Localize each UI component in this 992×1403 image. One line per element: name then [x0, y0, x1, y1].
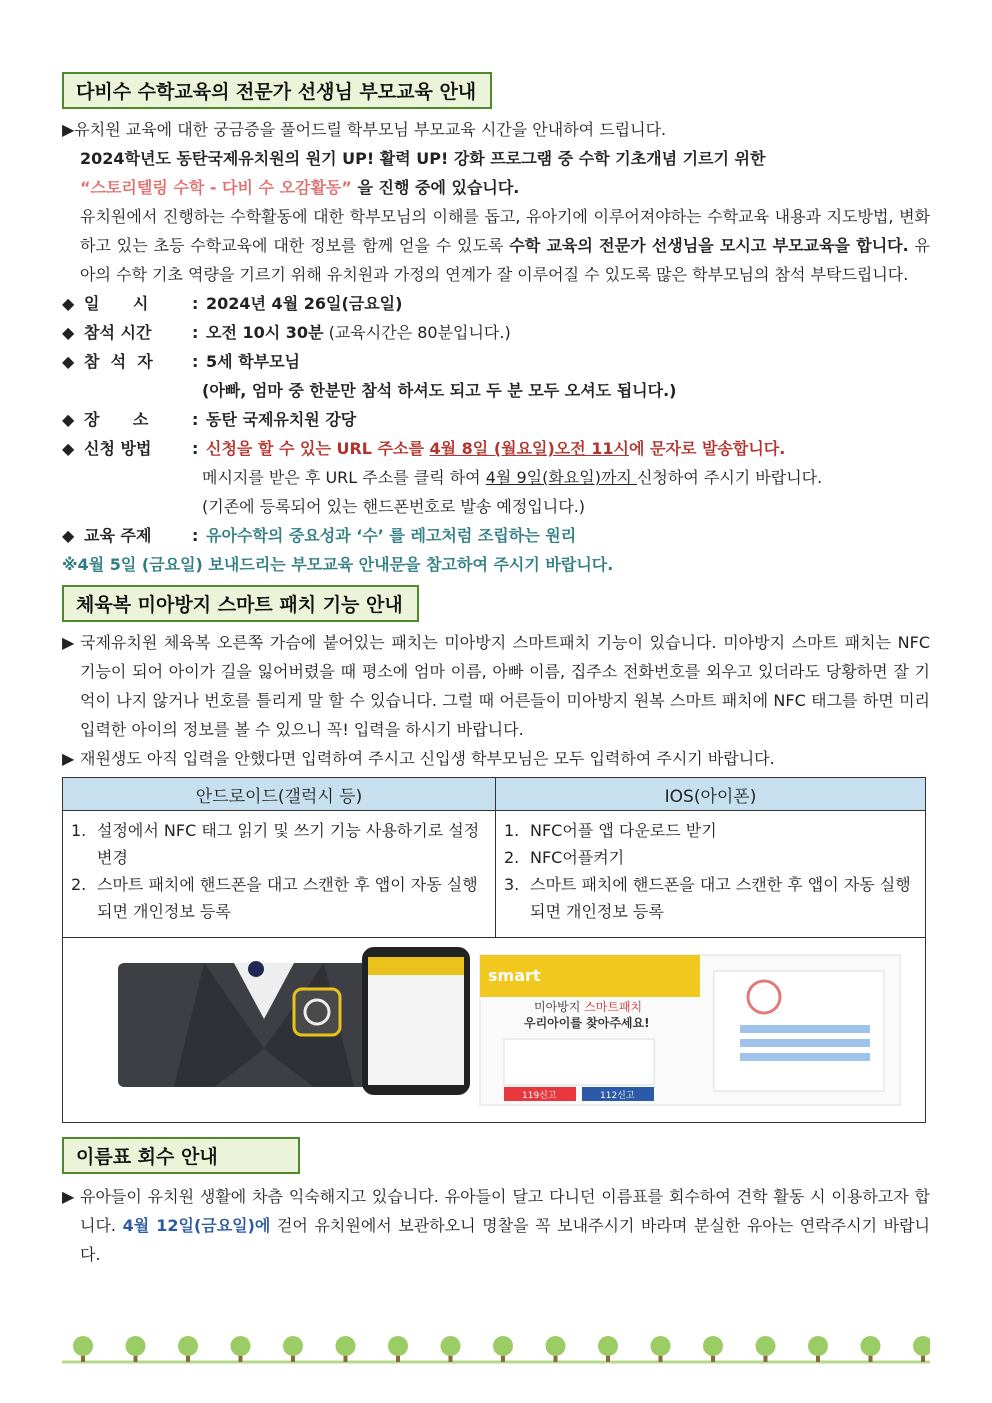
apply-note1-b: 4월 9일(화요일)까지 [485, 468, 637, 487]
diamond-icon: ◆ [62, 526, 75, 545]
tree-icon [493, 1336, 513, 1356]
diamond-icon: ◆ [62, 352, 75, 371]
diamond-icon: ◆ [62, 439, 75, 458]
section-title-parent-education: 다비수 수학교육의 전문가 선생님 부모교육 안내 [62, 72, 492, 109]
program-line [62, 144, 930, 202]
call-112-label: 112신고 [600, 1091, 635, 1101]
apply-note1-a: 메시지를 받은 후 URL 주소를 클릭 하여 [202, 468, 486, 487]
program-body [62, 202, 930, 289]
name-tag-para [62, 1182, 930, 1269]
smart-patch-illustration [63, 938, 926, 1123]
side-bar [740, 1039, 870, 1047]
phone-screen [368, 957, 464, 1085]
program-tail: 을 진행 중에 있습니다. [351, 178, 520, 197]
row-label: 신청 방법 [84, 439, 152, 458]
row-value: 5세 학부모님 [206, 352, 300, 371]
para1-text: 국제유치원 체육복 오른쪽 가슴에 붙어있는 패치는 미아방지 스마트패치 기능이 있습니다. 미아방지 스마트 패치는 NFC 기능이 되어 아이가 길을 잃어버렸을 때 평소에 엄마 이름, 아빠 이름, 집주소 전화번호를 외우고 있더라도 당황하면 잘 기억이 나지 않거나 번호를 틀리게 말 할 수 있습니다. 그럴 때 어른들이 미아방지 원복 스마트 패치에 NFC 태그를 하면 미리 입력한 아이의 정보를 볼 수 있으니 꼭! 입력을 하시기 바랍니다. [80, 633, 930, 739]
apply-note1-c: 신청하여 주시기 바랍니다. [636, 468, 823, 487]
step-text: NFC어플켜기 [530, 848, 625, 867]
smart-logo: smart [488, 966, 541, 985]
tree-icon [178, 1336, 198, 1356]
card-title-a: 미아방지 [534, 1000, 585, 1014]
step-number: 2. [71, 875, 87, 894]
time-value: 오전 10시 30분 [206, 323, 324, 342]
step-number: 1. [71, 821, 87, 840]
attendee-note: (아빠, 엄마 중 한분만 참석 하셔도 되고 두 분 모두 오셔도 됩니다.) [202, 381, 677, 400]
step-number: 3. [504, 875, 520, 894]
step-text: NFC어플 앱 다운로드 받기 [530, 821, 717, 840]
section-title-smart-patch: 체육복 미아방지 스마트 패치 기능 안내 [62, 585, 419, 622]
arrow-icon: ▶ [62, 633, 75, 652]
row-value: 2024년 4월 26일(금요일) [206, 294, 403, 313]
tree-icon [231, 1336, 251, 1356]
phone-app-header [368, 957, 464, 975]
row-attendee [62, 347, 930, 376]
card-subtitle: 우리아이를 찾아주세요! [524, 1016, 650, 1030]
tree-icon [441, 1336, 461, 1356]
para-a: 유아들이 유치원 생활에 차츰 익숙해지고 있습니다. 유아들이 달고 다니던 이름표를 회수하여 견학 활동 시 이용하고자 합니다. [80, 1187, 930, 1235]
apply-c: 에 문자로 발송합니다. [629, 439, 786, 458]
apply-b: 4월 8일 (월요일)오전 11시 [429, 439, 630, 458]
nfc-table [62, 777, 926, 1123]
arrow-icon: ▶ [62, 1187, 75, 1206]
section-name-tag [62, 1137, 930, 1269]
tree-icon [756, 1336, 776, 1356]
step-number: 1. [504, 821, 520, 840]
tree-icon [861, 1336, 881, 1356]
illustration-svg [64, 939, 924, 1117]
row-label: 참 석 자 [84, 352, 153, 371]
row-value [206, 434, 930, 463]
program-line-text: 2024학년도 동탄국제유치원의 원기 UP! 활력 UP! 강화 프로그램 중 수학 기초개념 기르기 위한 [80, 149, 766, 168]
ios-steps [496, 811, 926, 938]
body-c: 유아의 수학 기초 역량을 기르기 위해 유치원과 가정의 연계가 잘 이루어질 수 있도록 많은 학부모님의 참석 부탁드립니다. [80, 236, 930, 284]
row-topic [62, 521, 930, 550]
para-b: 4월 12일(금요일)에 [122, 1216, 271, 1235]
row-place [62, 405, 930, 434]
call-119-label: 119신고 [522, 1091, 557, 1101]
tree-icon [703, 1336, 723, 1356]
colon: : [192, 294, 199, 313]
side-bar [740, 1053, 870, 1061]
step-text: 설정에서 NFC 태그 읽기 및 쓰기 기능 사용하기로 설정 변경 [97, 821, 480, 867]
apply-a: 신청을 할 수 있는 URL 주소를 [206, 439, 430, 458]
apply-note1 [62, 463, 930, 492]
row-label: 장 소 [84, 410, 149, 429]
tree-icon [808, 1336, 828, 1356]
diamond-icon: ◆ [62, 410, 75, 429]
row-value: 동탄 국제유치원 강당 [206, 410, 357, 429]
apply-note2: (기존에 등록되어 있는 핸드폰번호로 발송 예정입니다.) [202, 497, 586, 516]
row-time [62, 318, 930, 347]
info-box [504, 1039, 654, 1085]
tree-icon [546, 1336, 566, 1356]
header-ios: IOS(아이폰) [496, 778, 926, 811]
row-label: 참석 시간 [84, 323, 152, 342]
tree-icon [336, 1336, 356, 1356]
tree-icon [651, 1336, 671, 1356]
section-title-name-tag: 이름표 회수 안내 [62, 1137, 300, 1174]
section-smart-patch [62, 585, 930, 1123]
card-title-b: 스마트패치 [584, 1000, 643, 1014]
step-item [502, 871, 919, 925]
smart-patch-icon [294, 989, 340, 1035]
tree-icon [388, 1336, 408, 1356]
diamond-icon: ◆ [62, 294, 75, 313]
row-label: 일 시 [84, 294, 149, 313]
body-a: 유치원에서 진행하는 수학활동에 대한 학부모님의 이해를 돕고, 유아기에 이루어져야하는 수학교육 내용과 지도방법, 변화하고 있는 초등 수학교육에 대한 정보를 함께 얻을 수 있도록 [80, 207, 930, 255]
colon: : [192, 410, 199, 429]
colon: : [192, 439, 199, 458]
card-title [534, 999, 642, 1014]
step-text: 스마트 패치에 핸드폰을 대고 스캔한 후 앱이 자동 실행되면 개인정보 등록 [530, 875, 911, 921]
intro-text: ▶유치원 교육에 대한 궁금증을 풀어드릴 학부모님 부모교육 시간을 안내하여 드립니다. [62, 120, 667, 139]
para-c: 걷어 유치원에서 보관하오니 명찰을 꼭 보내주시기 바라며 분실한 유아는 연락주시기 바랍니다. [80, 1216, 930, 1264]
document-page [62, 72, 930, 1269]
tree-icon [913, 1336, 930, 1356]
tree-border [62, 1332, 930, 1372]
section-parent-education [62, 72, 930, 579]
arrow-icon: ▶ [62, 749, 75, 768]
colon: : [192, 352, 199, 371]
time-note: (교육시간은 80분입니다.) [323, 323, 511, 342]
para2-text: 재원생도 아직 입력을 안했다면 입력하여 주시고 신입생 학부모님은 모두 입력하여 주시기 바랍니다. [80, 749, 775, 768]
tree-icon [73, 1336, 93, 1356]
step-item [502, 844, 919, 871]
step-item [69, 817, 489, 871]
step-item [69, 871, 489, 925]
row-value [206, 318, 930, 347]
diamond-icon: ◆ [62, 323, 75, 342]
tree-icon [283, 1336, 303, 1356]
row-date [62, 289, 930, 318]
step-number: 2. [504, 848, 520, 867]
step-item [502, 817, 919, 844]
side-bar [740, 1025, 870, 1033]
header-android: 안드로이드(갤럭시 등) [63, 778, 496, 811]
body-b: 수학 교육의 전문가 선생님을 모시고 부모교육을 합니다. [509, 236, 909, 255]
emblem-icon [248, 961, 264, 977]
notice: ※4월 5일 (금요일) 보내드리는 부모교육 안내문을 참고하여 주시기 바랍니다. [62, 555, 614, 574]
colon: : [192, 323, 199, 342]
smart-patch-para2 [62, 744, 930, 773]
android-steps [63, 811, 496, 938]
row-value: 유아수학의 중요성과 ‘수’ 를 레고처럼 조립하는 원리 [206, 526, 577, 545]
program-name: “스토리텔링 수학 - 다비 수 오감활동” [80, 178, 352, 197]
tree-row [73, 1336, 930, 1362]
row-apply [62, 434, 930, 463]
smart-patch-para1 [62, 628, 930, 744]
colon: : [192, 526, 199, 545]
tree-icon [126, 1336, 146, 1356]
row-label: 교육 주제 [84, 526, 152, 545]
step-text: 스마트 패치에 핸드폰을 대고 스캔한 후 앱이 자동 실행되면 개인정보 등록 [97, 875, 478, 921]
tree-icon [598, 1336, 618, 1356]
